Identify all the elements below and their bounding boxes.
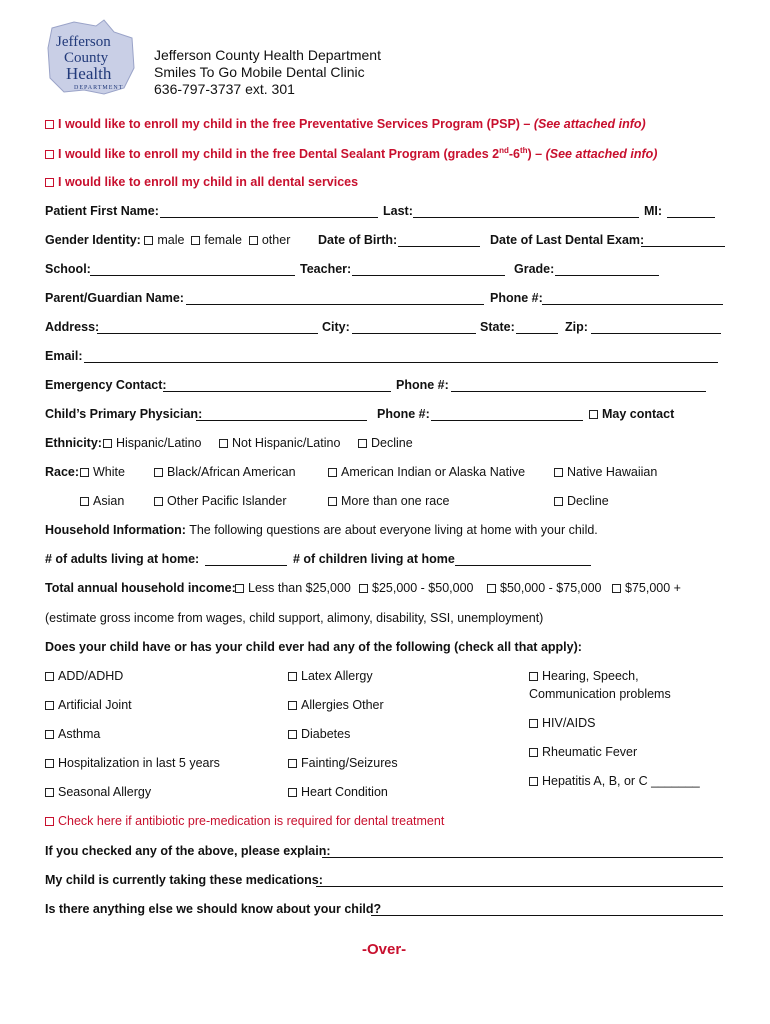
checkbox-icon[interactable] xyxy=(288,701,297,710)
explain-field[interactable] xyxy=(322,857,723,858)
ethnicity-option[interactable] xyxy=(103,436,201,450)
checkbox-icon[interactable] xyxy=(328,497,337,506)
checkbox-icon[interactable] xyxy=(529,672,538,681)
address-field[interactable] xyxy=(97,333,318,334)
checkbox-icon[interactable] xyxy=(288,759,297,768)
email-field[interactable] xyxy=(84,362,718,363)
state-field[interactable] xyxy=(516,333,558,334)
income-option-label: Less than $25,000 xyxy=(248,581,351,595)
checkbox-icon[interactable] xyxy=(144,236,153,245)
race-label: Race: xyxy=(45,465,80,479)
enroll-sealant[interactable] xyxy=(45,146,657,161)
children-label: # of children living at home xyxy=(293,552,455,566)
conditions-question: Does your child have or has your child ever had any of the following (check all that apply): xyxy=(45,640,582,654)
household-info xyxy=(45,523,598,537)
race-option[interactable] xyxy=(554,465,657,479)
emergency-phone-label: Phone #: xyxy=(396,378,449,392)
condition-label: Artificial Joint xyxy=(58,698,132,712)
state-label: State: xyxy=(480,320,515,334)
condition-label: Seasonal Allergy xyxy=(58,785,152,799)
household-label: Household Information: xyxy=(45,523,186,537)
checkbox-icon[interactable] xyxy=(45,120,54,129)
ethnicity-option[interactable] xyxy=(358,436,413,450)
grade-field[interactable] xyxy=(555,275,659,276)
checkbox-icon[interactable] xyxy=(288,672,297,681)
parent-phone-field[interactable] xyxy=(542,304,723,305)
race-option-label: Decline xyxy=(567,494,609,508)
checkbox-icon[interactable] xyxy=(554,497,563,506)
condition-label: HIV/AIDS xyxy=(542,716,596,730)
gender-female: female xyxy=(204,233,242,247)
condition-label: Hospitalization in last 5 years xyxy=(58,756,220,770)
enroll-sealant-note: (See attached info) xyxy=(545,147,658,162)
ethnicity-option-label: Hispanic/Latino xyxy=(116,436,202,450)
condition-item[interactable] xyxy=(529,774,700,788)
checkbox-icon[interactable] xyxy=(45,150,54,159)
gender-other: other xyxy=(261,233,291,247)
race-option-label: White xyxy=(93,465,125,479)
checkbox-icon[interactable] xyxy=(154,468,163,477)
condition-label: Hearing, Speech, xyxy=(542,669,639,683)
race-option-label: Asian xyxy=(93,494,125,508)
race-option[interactable] xyxy=(154,494,287,508)
checkbox-icon[interactable] xyxy=(589,410,598,419)
household-text: The following questions are about everyone living at home with your child. xyxy=(185,523,598,537)
city-label: City: xyxy=(322,320,350,334)
condition-item[interactable] xyxy=(529,716,596,730)
physician-label: Child’s Primary Physician: xyxy=(45,407,203,421)
income-label: Total annual household income: xyxy=(45,581,236,595)
emergency-label: Emergency Contact: xyxy=(45,378,167,392)
condition-item[interactable] xyxy=(288,727,350,741)
condition-label: Rheumatic Fever xyxy=(542,745,638,759)
condition-label: Allergies Other xyxy=(301,698,384,712)
adults-field[interactable] xyxy=(205,565,287,566)
checkbox-icon[interactable] xyxy=(288,788,297,797)
enroll-sealant-sup1: nd xyxy=(499,146,509,155)
parent-label: Parent/Guardian Name: xyxy=(45,291,184,305)
logo-word-4: DEPARTMENT xyxy=(74,85,124,91)
condition-item[interactable] xyxy=(45,669,123,683)
checkbox-icon[interactable] xyxy=(288,730,297,739)
gender-label: Gender Identity: xyxy=(45,233,141,247)
antibiotic-label: Check here if antibiotic pre-medication is required for dental treatment xyxy=(58,814,445,828)
checkbox-icon[interactable] xyxy=(103,439,112,448)
gender-row xyxy=(45,233,290,247)
income-option[interactable] xyxy=(612,581,681,595)
may-contact[interactable] xyxy=(589,407,674,421)
race-option[interactable] xyxy=(80,494,124,508)
mi-label: MI: xyxy=(644,204,663,218)
enroll-all-label: I would like to enroll my child in all dental services xyxy=(58,175,359,189)
income-option-label: $50,000 - $75,000 xyxy=(500,581,602,595)
race-option[interactable] xyxy=(554,494,609,508)
income-option[interactable] xyxy=(359,581,473,595)
race-option[interactable] xyxy=(328,494,449,508)
enroll-psp[interactable] xyxy=(45,117,646,131)
teacher-label: Teacher: xyxy=(300,262,352,276)
physician-phone-field[interactable] xyxy=(431,420,583,421)
checkbox-icon[interactable] xyxy=(45,701,54,710)
checkbox-icon[interactable] xyxy=(45,817,54,826)
logo-word-1: Jefferson xyxy=(56,34,111,50)
ethnicity-label: Ethnicity: xyxy=(45,436,102,450)
explain-label: If you checked any of the above, please explain: xyxy=(45,844,331,858)
checkbox-icon[interactable] xyxy=(358,439,367,448)
condition-label: Asthma xyxy=(58,727,101,741)
checkbox-icon[interactable] xyxy=(219,439,228,448)
income-option[interactable] xyxy=(235,581,351,595)
checkbox-icon[interactable] xyxy=(45,759,54,768)
teacher-field[interactable] xyxy=(352,275,505,276)
zip-field[interactable] xyxy=(591,333,721,334)
school-field[interactable] xyxy=(90,275,295,276)
medications-field[interactable] xyxy=(316,886,723,887)
ethnicity-option-label: Not Hispanic/Latino xyxy=(232,436,341,450)
checkbox-icon[interactable] xyxy=(45,730,54,739)
dob-label: Date of Birth: xyxy=(318,233,398,247)
physician-field[interactable] xyxy=(196,420,367,421)
checkbox-icon[interactable] xyxy=(487,584,496,593)
condition-item[interactable] xyxy=(45,698,132,712)
checkbox-icon[interactable] xyxy=(80,468,89,477)
condition-item[interactable] xyxy=(288,669,373,683)
checkbox-icon[interactable] xyxy=(154,497,163,506)
adults-label: # of adults living at home: xyxy=(45,552,200,566)
children-field[interactable] xyxy=(455,565,591,566)
mi-field[interactable] xyxy=(667,217,715,218)
enroll-sealant-mid: -6 xyxy=(508,147,520,162)
condition-label: ADD/ADHD xyxy=(58,669,124,683)
city-field[interactable] xyxy=(352,333,476,334)
checkbox-icon[interactable] xyxy=(249,236,258,245)
condition-item[interactable] xyxy=(45,756,220,770)
enroll-sealant-label-b: ) – xyxy=(527,147,546,162)
dob-field[interactable] xyxy=(398,246,480,247)
parent-phone-label: Phone #: xyxy=(490,291,543,305)
condition-item[interactable] xyxy=(288,698,384,712)
race-option[interactable] xyxy=(154,465,296,479)
clinic-phone: 636-797-3737 ext. 301 xyxy=(154,81,295,97)
race-option[interactable] xyxy=(80,465,125,479)
county-logo xyxy=(44,18,140,98)
enroll-psp-note: (See attached info) xyxy=(533,117,646,131)
checkbox-icon[interactable] xyxy=(529,777,538,786)
address-label: Address: xyxy=(45,320,100,334)
condition-label: Fainting/Seizures xyxy=(301,756,398,770)
over-indicator: -Over- xyxy=(362,941,407,958)
antibiotic-check[interactable] xyxy=(45,814,444,828)
checkbox-icon[interactable] xyxy=(328,468,337,477)
last-name-field[interactable] xyxy=(413,217,639,218)
race-option-label: American Indian or Alaska Native xyxy=(341,465,526,479)
condition-item[interactable] xyxy=(45,727,100,741)
enroll-sealant-sup2: th xyxy=(519,146,528,155)
checkbox-icon[interactable] xyxy=(235,584,244,593)
checkbox-icon[interactable] xyxy=(45,788,54,797)
condition-item[interactable] xyxy=(288,756,398,770)
condition-item[interactable] xyxy=(288,785,388,799)
income-option[interactable] xyxy=(487,581,601,595)
enroll-all[interactable] xyxy=(45,175,358,189)
enroll-psp-label: I would like to enroll my child in the free Preventative Services Program (PSP) – xyxy=(58,117,534,131)
checkbox-icon[interactable] xyxy=(45,672,54,681)
condition-item[interactable] xyxy=(529,669,639,683)
income-option-label: $25,000 - $50,000 xyxy=(372,581,474,595)
may-contact-label: May contact xyxy=(602,407,675,421)
condition-label: Diabetes xyxy=(301,727,351,741)
medications-label: My child is currently taking these medications: xyxy=(45,873,323,887)
ethnicity-option-label: Decline xyxy=(371,436,413,450)
condition-item[interactable] xyxy=(45,785,151,799)
physician-phone-label: Phone #: xyxy=(377,407,430,421)
grade-label: Grade: xyxy=(514,262,555,276)
income-option-label: $75,000 + xyxy=(625,581,681,595)
last-exam-label: Date of Last Dental Exam: xyxy=(490,233,645,247)
race-option-label: Other Pacific Islander xyxy=(167,494,287,508)
school-label: School: xyxy=(45,262,91,276)
checkbox-icon[interactable] xyxy=(529,719,538,728)
race-option[interactable] xyxy=(328,465,525,479)
checkbox-icon[interactable] xyxy=(45,178,54,187)
race-option-label: Black/African American xyxy=(167,465,296,479)
first-name-label: Patient First Name: xyxy=(45,204,159,218)
org-name: Jefferson County Health Department xyxy=(154,47,381,63)
anything-else-field[interactable] xyxy=(371,915,723,916)
checkbox-icon[interactable] xyxy=(80,497,89,506)
condition-item[interactable] xyxy=(529,745,637,759)
clinic-name: Smiles To Go Mobile Dental Clinic xyxy=(154,64,365,80)
ethnicity-option[interactable] xyxy=(219,436,340,450)
condition-label-continued: Communication problems xyxy=(529,687,671,701)
race-option-label: Native Hawaiian xyxy=(567,465,658,479)
zip-label: Zip: xyxy=(565,320,588,334)
enroll-sealant-label-a: I would like to enroll my child in the free Dental Sealant Program (grades 2 xyxy=(58,147,500,162)
condition-label: Heart Condition xyxy=(301,785,388,799)
last-name-label: Last: xyxy=(383,204,413,218)
checkbox-icon[interactable] xyxy=(359,584,368,593)
anything-else-label: Is there anything else we should know about your child? xyxy=(45,902,382,916)
checkbox-icon[interactable] xyxy=(612,584,621,593)
logo-word-2: County xyxy=(64,50,109,66)
emergency-phone-field[interactable] xyxy=(451,391,706,392)
checkbox-icon[interactable] xyxy=(191,236,200,245)
parent-field[interactable] xyxy=(186,304,484,305)
condition-label: Latex Allergy xyxy=(301,669,373,683)
race-option-label: More than one race xyxy=(341,494,450,508)
checkbox-icon[interactable] xyxy=(554,468,563,477)
first-name-field[interactable] xyxy=(160,217,378,218)
checkbox-icon[interactable] xyxy=(529,748,538,757)
gender-male: male xyxy=(157,233,185,247)
logo-word-3: Health xyxy=(66,64,112,83)
income-estimate-note: (estimate gross income from wages, child support, alimony, disability, SSI, unemployment) xyxy=(45,611,544,625)
last-exam-field[interactable] xyxy=(641,246,725,247)
emergency-field[interactable] xyxy=(163,391,391,392)
condition-label: Hepatitis A, B, or C _______ xyxy=(542,774,700,788)
email-label: Email: xyxy=(45,349,83,363)
